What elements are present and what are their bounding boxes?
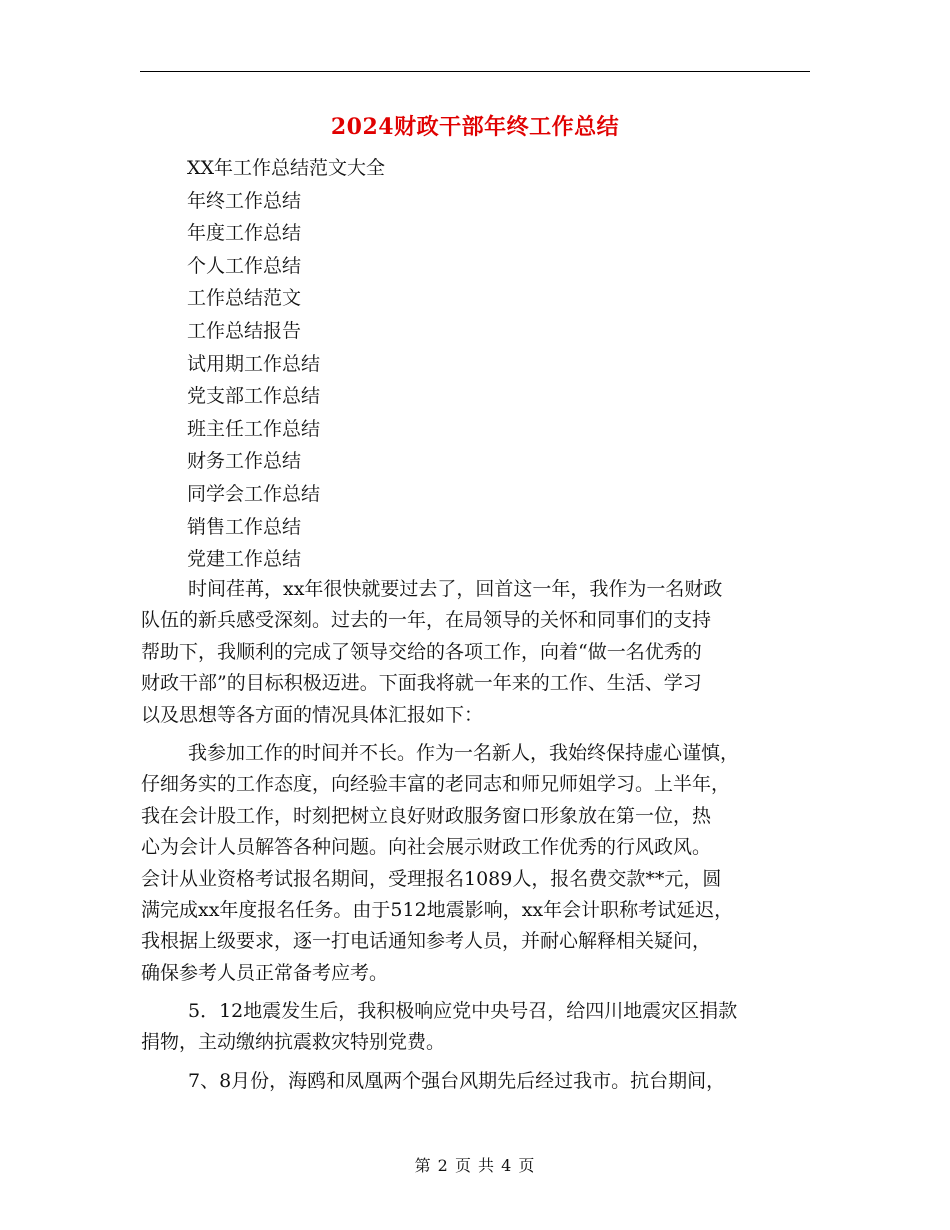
toc-item: XX年工作总结范文大全 <box>187 157 386 179</box>
text-line: 我在会计股工作，时刻把树立良好财政服务窗口形象放在第一位，热 <box>141 804 712 827</box>
paragraph <box>141 738 809 989</box>
toc-item: 试用期工作总结 <box>187 352 321 375</box>
paragraph <box>141 996 809 1059</box>
page-footer: 第 2 页 共 4 页 <box>414 1156 536 1175</box>
document-title: 2024财政干部年终工作总结 <box>330 114 620 140</box>
body-text <box>141 574 809 1097</box>
text-line: 捐物，主动缴纳抗震救灾特别党费。 <box>141 1031 446 1054</box>
toc-item: 工作总结报告 <box>187 319 302 342</box>
toc-item: 财务工作总结 <box>187 450 302 473</box>
text-line: 满完成xx年度报名任务。由于512地震影响，xx年会计职称考试延迟， <box>141 898 734 921</box>
text-line: 7、8月份，海鸥和凤凰两个强台风期先后经过我市。抗台期间， <box>188 1069 726 1092</box>
toc-item: 年度工作总结 <box>187 222 302 245</box>
text-line: 心为会计人员解答各种问题。向社会展示财政工作优秀的行风政风。 <box>141 836 712 859</box>
text-line: 5．12地震发生后，我积极响应党中央号召，给四川地震灾区捐款 <box>188 1000 738 1023</box>
toc-item: 销售工作总结 <box>187 515 302 538</box>
toc-list <box>187 152 385 576</box>
paragraph <box>141 574 809 731</box>
text-line: 确保参考人员正常备考应考。 <box>141 961 389 984</box>
toc-item: 党建工作总结 <box>187 548 302 571</box>
text-line: 帮助下，我顺利的完成了领导交给的各项工作，向着“做一名优秀的 <box>141 640 702 663</box>
toc-item: 党支部工作总结 <box>187 385 321 408</box>
text-line: 我根据上级要求，逐一打电话通知参考人员，并耐心解释相关疑问， <box>141 930 712 953</box>
toc-item: 年终工作总结 <box>187 189 302 212</box>
toc-item: 同学会工作总结 <box>187 482 321 505</box>
toc-item: 工作总结范文 <box>187 287 302 310</box>
text-line: 仔细务实的工作态度，向经验丰富的老同志和师兄师姐学习。上半年， <box>141 773 731 796</box>
text-line: 以及思想等各方面的情况具体汇报如下： <box>141 703 484 726</box>
header-rule <box>140 71 810 72</box>
text-line: 我参加工作的时间并不长。作为一名新人，我始终保持虚心谨慎， <box>188 741 740 764</box>
toc-item: 班主任工作总结 <box>187 417 321 440</box>
text-line: 队伍的新兵感受深刻。过去的一年，在局领导的关怀和同事们的支持 <box>141 609 712 632</box>
text-line: 财政干部”的目标积极迈进。下面我将就一年来的工作、生活、学习 <box>141 672 702 695</box>
text-line: 时间荏苒，xx年很快就要过去了，回首这一年，我作为一名财政 <box>188 578 723 600</box>
paragraph <box>141 1066 809 1097</box>
toc-item: 个人工作总结 <box>187 254 302 277</box>
text-line: 会计从业资格考试报名期间，受理报名1089人，报名费交款**元，圆 <box>141 867 722 890</box>
